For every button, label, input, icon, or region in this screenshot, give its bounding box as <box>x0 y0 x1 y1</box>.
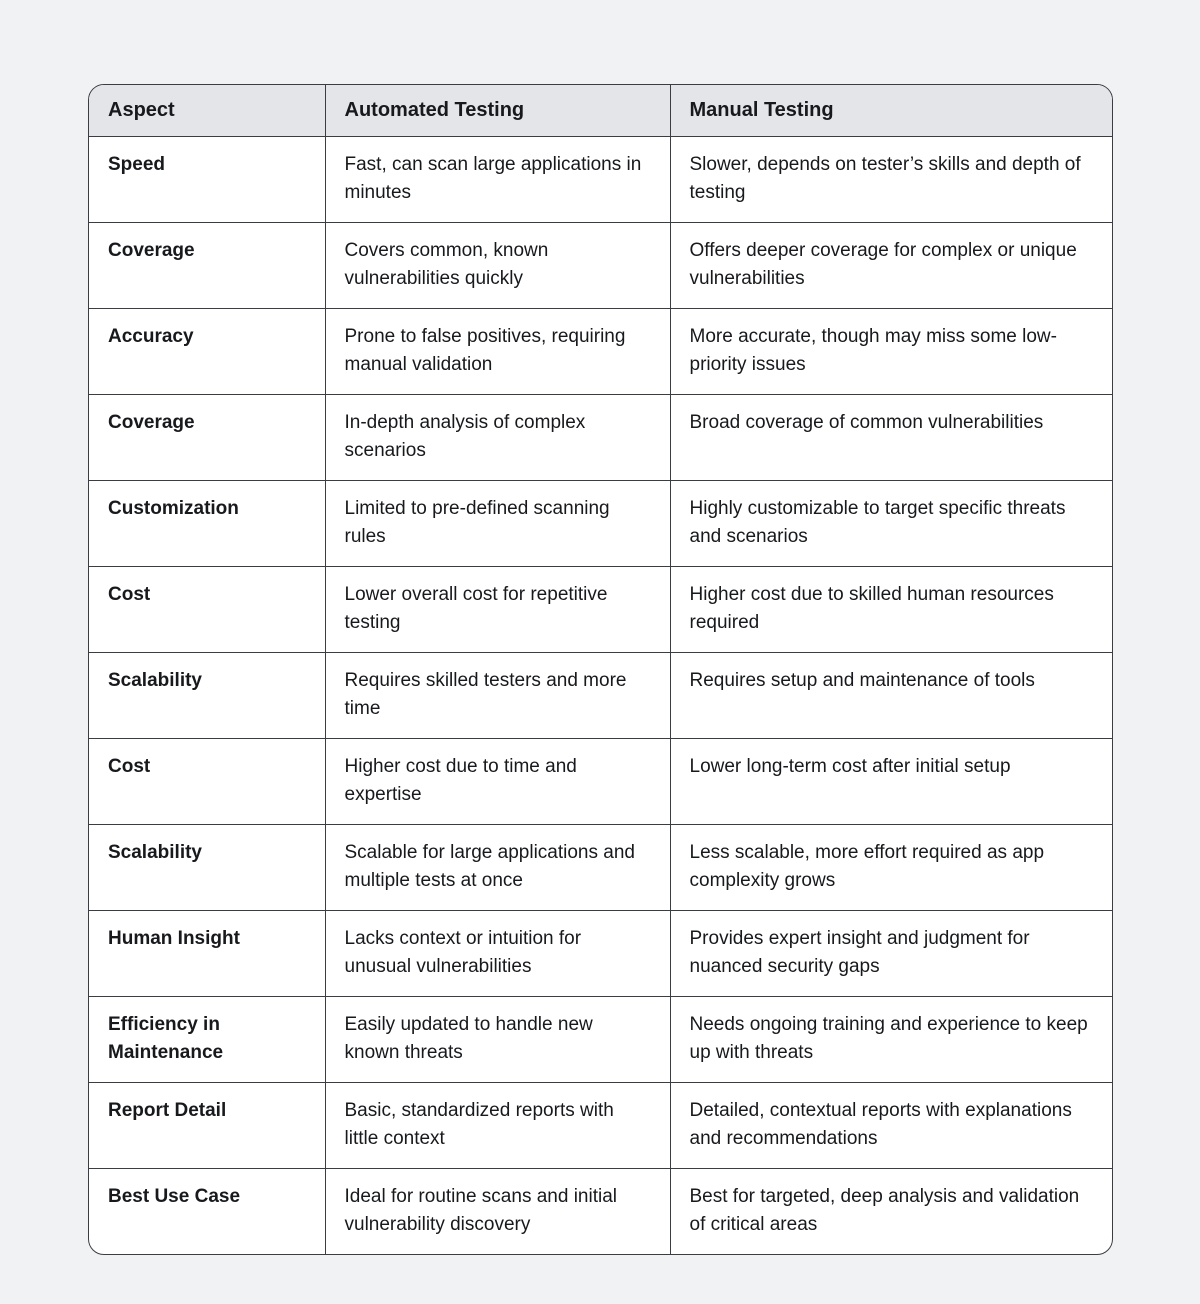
cell-manual: Higher cost due to skilled human resources required <box>670 566 1113 652</box>
table-row <box>89 136 1113 222</box>
cell-aspect: Efficiency in Maintenance <box>89 996 325 1082</box>
table-row <box>89 222 1113 308</box>
cell-aspect: Cost <box>89 738 325 824</box>
header-row <box>89 85 1113 136</box>
cell-automated: Higher cost due to time and expertise <box>325 738 670 824</box>
cell-manual: Requires setup and maintenance of tools <box>670 652 1113 738</box>
cell-manual: More accurate, though may miss some low-priority issues <box>670 308 1113 394</box>
cell-manual: Best for targeted, deep analysis and validation of critical areas <box>670 1168 1113 1254</box>
header-aspect: Aspect <box>89 85 325 136</box>
table-row <box>89 394 1113 480</box>
cell-aspect: Report Detail <box>89 1082 325 1168</box>
table-row <box>89 1168 1113 1254</box>
cell-automated: Easily updated to handle new known threats <box>325 996 670 1082</box>
header-automated-testing: Automated Testing <box>325 85 670 136</box>
cell-automated: Scalable for large applications and multiple tests at once <box>325 824 670 910</box>
table-body <box>89 136 1113 1254</box>
cell-aspect: Accuracy <box>89 308 325 394</box>
cell-manual: Highly customizable to target specific threats and scenarios <box>670 480 1113 566</box>
table-row <box>89 652 1113 738</box>
cell-aspect: Human Insight <box>89 910 325 996</box>
cell-manual: Needs ongoing training and experience to keep up with threats <box>670 996 1113 1082</box>
cell-manual: Lower long-term cost after initial setup <box>670 738 1113 824</box>
table-row <box>89 996 1113 1082</box>
cell-manual: Broad coverage of common vulnerabilities <box>670 394 1113 480</box>
automated-vs-manual-testing-table <box>89 85 1113 1254</box>
table-row <box>89 566 1113 652</box>
cell-automated: Basic, standardized reports with little context <box>325 1082 670 1168</box>
cell-automated: Ideal for routine scans and initial vulnerability discovery <box>325 1168 670 1254</box>
cell-aspect: Customization <box>89 480 325 566</box>
cell-manual: Slower, depends on tester’s skills and depth of testing <box>670 136 1113 222</box>
cell-aspect: Scalability <box>89 652 325 738</box>
cell-aspect: Coverage <box>89 222 325 308</box>
cell-aspect: Coverage <box>89 394 325 480</box>
cell-automated: Lacks context or intuition for unusual vulnerabilities <box>325 910 670 996</box>
cell-manual: Offers deeper coverage for complex or unique vulnerabilities <box>670 222 1113 308</box>
comparison-table <box>88 84 1113 1255</box>
cell-automated: Covers common, known vulnerabilities quickly <box>325 222 670 308</box>
cell-aspect: Cost <box>89 566 325 652</box>
header-manual-testing: Manual Testing <box>670 85 1113 136</box>
table-row <box>89 480 1113 566</box>
cell-automated: Requires skilled testers and more time <box>325 652 670 738</box>
cell-manual: Less scalable, more effort required as app complexity grows <box>670 824 1113 910</box>
cell-manual: Provides expert insight and judgment for nuanced security gaps <box>670 910 1113 996</box>
cell-manual: Detailed, contextual reports with explanations and recommendations <box>670 1082 1113 1168</box>
cell-automated: Lower overall cost for repetitive testing <box>325 566 670 652</box>
table-row <box>89 824 1113 910</box>
table-row <box>89 738 1113 824</box>
cell-automated: In-depth analysis of complex scenarios <box>325 394 670 480</box>
cell-automated: Fast, can scan large applications in minutes <box>325 136 670 222</box>
table-row <box>89 308 1113 394</box>
cell-automated: Prone to false positives, requiring manual validation <box>325 308 670 394</box>
cell-aspect: Scalability <box>89 824 325 910</box>
cell-aspect: Speed <box>89 136 325 222</box>
table-row <box>89 1082 1113 1168</box>
cell-aspect: Best Use Case <box>89 1168 325 1254</box>
table-row <box>89 910 1113 996</box>
cell-automated: Limited to pre-defined scanning rules <box>325 480 670 566</box>
